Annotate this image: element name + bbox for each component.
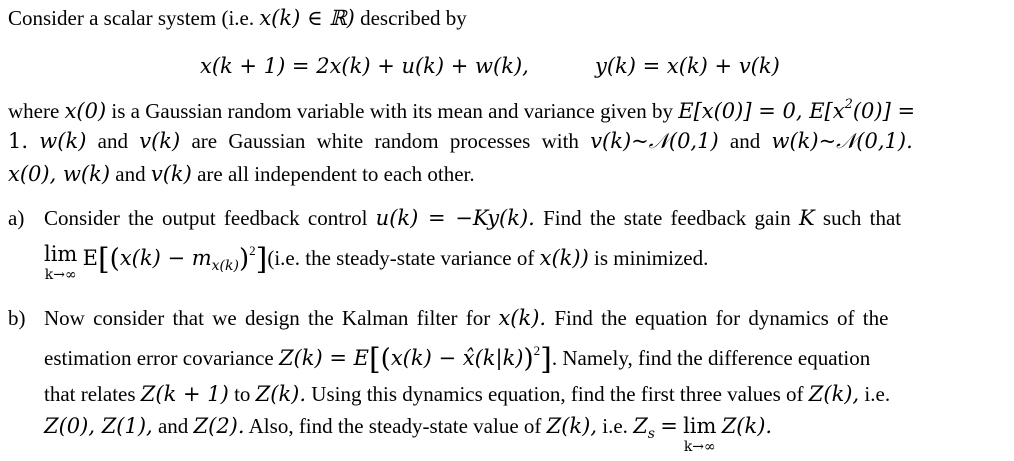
qb-text-4: . Namely, find the difference equation: [551, 346, 871, 370]
qa-limit: [44, 242, 78, 283]
p3-desc: are all independent to each other.: [197, 162, 475, 186]
question-a-line-1: [44, 208, 1006, 229]
qb-paren-close: ): [523, 344, 534, 374]
para-line-1: [8, 98, 1006, 122]
qb-bracket-open: [: [368, 342, 381, 377]
qa-square: 2: [249, 243, 256, 258]
qb-square: 2: [533, 343, 541, 358]
intro-text: Consider a scalar system (i.e.: [8, 6, 255, 30]
qb-text-2: Find the equation for dynamics of the: [554, 306, 889, 330]
question-b-line-2: [44, 344, 870, 375]
p3-and: and: [115, 162, 146, 186]
qb-text-1: Now consider that we design the Kalman filter for: [44, 306, 491, 330]
qb-text-3: estimation error covariance: [44, 346, 274, 370]
qa-text-1: Consider the output feedback control: [44, 206, 368, 230]
qb-and: and: [157, 414, 189, 438]
p1-expect-a: E[x(0)] = 0, E[x: [678, 99, 845, 123]
qb-text-7: Also, find the steady-state value of: [248, 414, 542, 438]
p2-v-dist: v(k)~𝒩(0,1): [590, 129, 719, 153]
qa-bracket-open: [: [97, 242, 110, 277]
qa-bracket-close: ]: [255, 242, 268, 277]
qb-z-limit: Z(k).: [721, 414, 773, 438]
question-a-label: a): [8, 206, 25, 230]
p1-x0: x(0): [64, 99, 107, 123]
question-b-line-1: [44, 308, 1006, 329]
question-b-label-wrap: [8, 308, 26, 329]
p2-one: 1.: [8, 129, 29, 153]
qa-expectation-E: E: [82, 246, 98, 270]
qb-z-k3: Z(k),: [546, 414, 598, 438]
qb-covariance: Z(k) = E: [278, 346, 369, 370]
p2-w: w(k): [39, 129, 87, 153]
qa-x: x(k)): [539, 246, 589, 270]
qb-text-5: that relates: [44, 382, 136, 406]
qa-paren-close: ): [238, 244, 250, 274]
qb-ie: i.e.: [864, 382, 891, 406]
qb-z-k2: Z(k),: [808, 382, 860, 406]
qb-z-next: Z(k + 1): [140, 382, 229, 406]
question-b-line-3: [44, 384, 890, 405]
qa-expr: x(k) − m: [119, 246, 212, 270]
system-equation: [200, 56, 529, 77]
output-equation: y(k) = x(k) + v(k): [595, 54, 780, 78]
qa-expr-sub: x(k): [211, 258, 239, 274]
question-a-line-2: [44, 242, 709, 283]
p2-w-dist: w(k)~𝒩(0,1).: [771, 129, 913, 153]
qa-text-5: is minimized.: [594, 246, 709, 270]
p1-sq: 2: [844, 97, 853, 112]
qa-control-law: u(k) = −Ky(k).: [375, 206, 535, 230]
state-equation: x(k + 1) = 2x(k) + u(k) + w(k),: [200, 54, 529, 78]
qb-x: x(k).: [498, 306, 547, 330]
qa-lim: lim: [44, 242, 78, 266]
qb-z-values: Z(0), Z(1),: [44, 414, 153, 438]
qb-equals: =: [660, 414, 678, 438]
qb-zs-main: Z: [633, 414, 648, 438]
intro-tail: described by: [360, 6, 467, 30]
qa-text-2: Find the state feedback gain: [543, 206, 791, 230]
qb-to: to: [234, 382, 251, 406]
qa-paren-open: (: [109, 244, 120, 274]
p2-and2: and: [729, 129, 761, 153]
intro-math: x(k) ∈ ℝ): [259, 6, 355, 30]
p1-expect: [678, 99, 915, 123]
qb-bracket-close: ]: [540, 342, 552, 377]
qb-limit: [683, 414, 717, 455]
p1-desc: is a Gaussian random variable with its mean and variance given by: [111, 99, 673, 123]
qb-zs-sub: s: [647, 426, 655, 442]
qb-text-6: Using this dynamics equation, find the first three values of: [311, 382, 804, 406]
qb-expr: x(k) − x̂(k|k): [390, 346, 524, 370]
p3-vars: x(0), w(k): [8, 162, 111, 186]
qb-lim-sub: k→∞: [683, 439, 716, 455]
qb-ie2: i.e.: [602, 414, 628, 438]
question-a-label-wrap: [8, 208, 24, 229]
qa-lim-sub: k→∞: [44, 267, 77, 283]
p2-desc: are Gaussian white random processes with: [191, 129, 579, 153]
qb-z2: Z(2).: [193, 414, 245, 438]
intro-line: [8, 8, 467, 29]
question-b-line-4: [44, 414, 773, 455]
para-line-3: [8, 164, 475, 185]
output-equation-wrap: [595, 56, 780, 77]
p1-expect-b: (0)] =: [852, 99, 916, 123]
qb-lim: lim: [683, 414, 717, 438]
p1-where: where: [8, 99, 60, 123]
qb-paren-open: (: [380, 344, 391, 374]
p2-v: v(k): [139, 129, 181, 153]
qa-text-4: (i.e. the steady-state variance of: [267, 246, 535, 270]
p3-v: v(k): [150, 162, 192, 186]
qa-gain: K: [798, 206, 815, 230]
qb-zs: [633, 414, 655, 442]
qb-z-k: Z(k).: [255, 382, 307, 406]
qa-text-3: such that: [822, 206, 902, 230]
p2-and: and: [97, 129, 128, 153]
para-line-2: [8, 131, 1006, 152]
question-b-label: b): [8, 306, 26, 330]
